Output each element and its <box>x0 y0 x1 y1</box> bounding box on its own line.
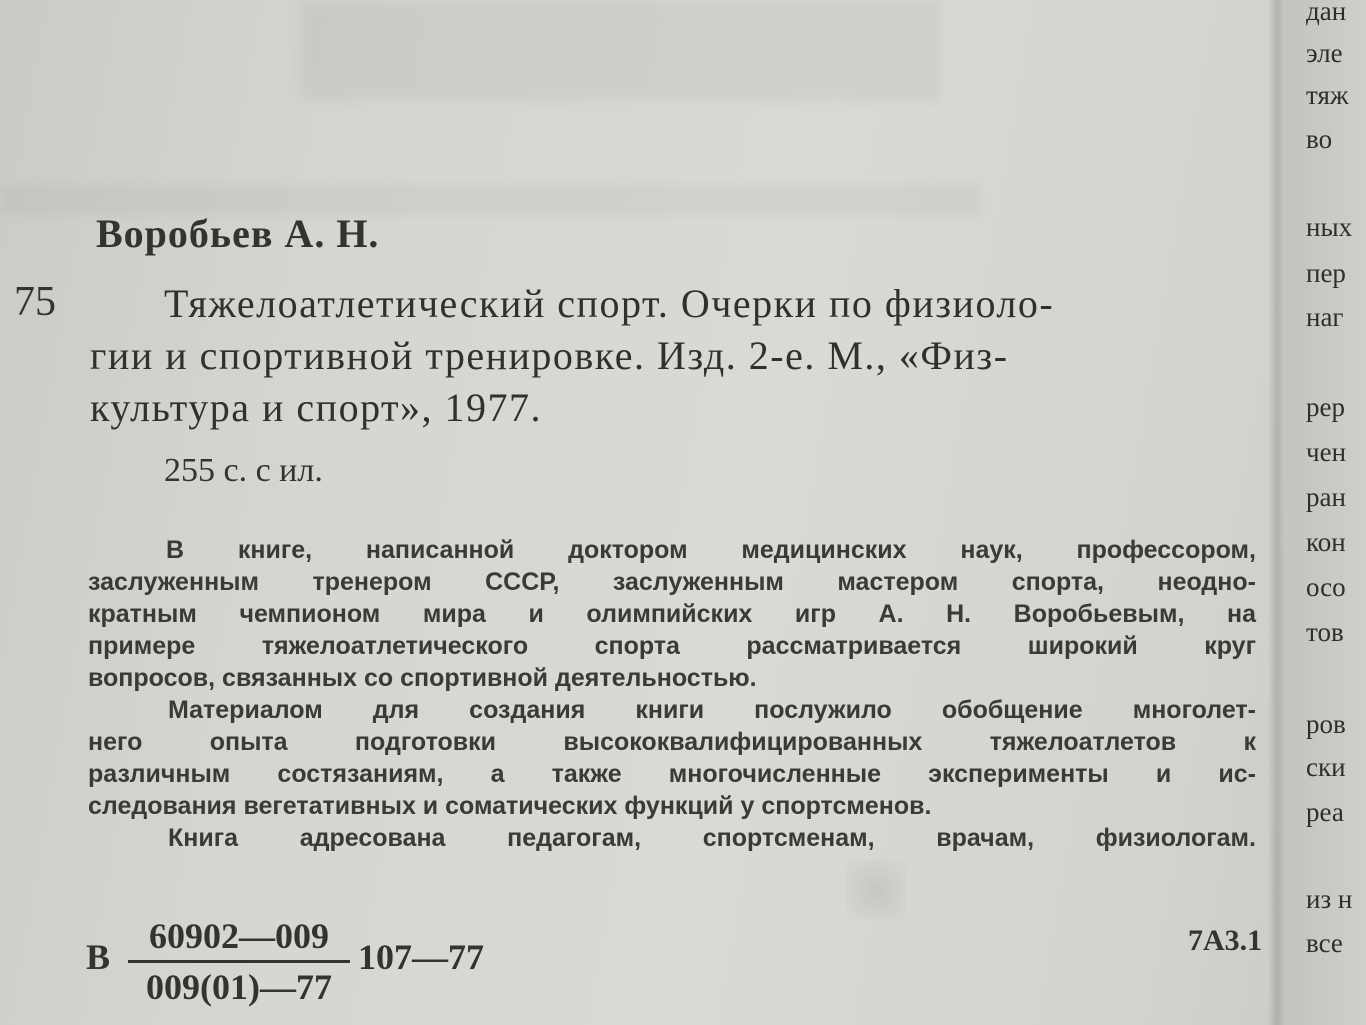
annotation-line: кратным чемпионом мира и олимпийских игр А. Н. Воробьевым, на <box>88 600 1256 628</box>
catalog-suffix: 107—77 <box>358 937 484 977</box>
fraction-bar <box>128 960 350 963</box>
title-line: Тяжелоатлетический спорт. Очерки по физиоло- <box>164 281 1055 326</box>
title-line: культура и спорт», 1977. <box>90 385 543 430</box>
right-page-fragment: кон <box>1306 527 1346 557</box>
page-count: 255 с. с ил. <box>164 452 323 489</box>
right-page-fragment: осо <box>1306 572 1346 602</box>
right-page-fragment: ных <box>1306 212 1353 242</box>
right-page-fragment: пер <box>1306 258 1346 288</box>
right-page-fragment: чен <box>1306 437 1347 467</box>
classification-code: 75 <box>14 279 56 325</box>
bbk-index: 7А3.1 <box>1188 924 1263 957</box>
annotation-line: различным состязаниям, а также многочисленные эксперименты и ис- <box>88 760 1256 788</box>
bleed-through-heading <box>300 0 940 100</box>
catalog-denominator: 009(01)—77 <box>146 967 332 1007</box>
right-page-fragment: дан <box>1306 0 1347 26</box>
right-page-fragment: ски <box>1306 752 1346 782</box>
right-page-fragment: ран <box>1306 482 1346 512</box>
right-page-fragment: во <box>1306 124 1333 154</box>
right-page-fragment: рер <box>1306 392 1345 422</box>
annotation-line: Материалом для создания книги послужило обобщение многолет- <box>168 696 1256 724</box>
book-spine <box>1268 0 1286 1025</box>
right-page-fragment: реа <box>1306 797 1344 827</box>
catalog-fraction <box>128 914 350 1009</box>
annotation-line: следования вегетативных и соматических функций у спортсменов. <box>88 792 932 820</box>
annotation-line: В книге, написанной доктором медицинских наук, профессором, <box>166 536 1256 564</box>
catalog-numerator: 60902—009 <box>149 916 329 956</box>
right-page-fragment: тяж <box>1306 80 1349 110</box>
author-heading: Воробьев А. Н. <box>96 211 380 256</box>
right-page-fragment: эле <box>1306 38 1343 68</box>
right-page-fragment: наг <box>1306 302 1344 332</box>
right-page-fragment: все <box>1306 928 1343 958</box>
annotation-line: вопросов, связанных со спортивной деятельностью. <box>88 664 757 692</box>
catalog-letter: В <box>86 937 111 977</box>
right-page-fragment: из н <box>1306 884 1353 914</box>
annotation-line: заслуженным тренером СССР, заслуженным мастером спорта, неодно- <box>88 568 1256 596</box>
right-page-fragment: тов <box>1306 617 1344 647</box>
title-line: гии и спортивной тренировке. Изд. 2-е. М., «Физ- <box>90 333 1009 378</box>
annotation-line: примере тяжелоатлетического спорта рассматривается широкий круг <box>88 632 1256 660</box>
right-page-fragment: ров <box>1306 709 1346 739</box>
annotation-line: него опыта подготовки высококвалифицированных тяжелоатлетов к <box>88 728 1256 756</box>
paper-stain <box>846 860 906 920</box>
annotation-line: Книга адресована педагогам, спортсменам, врачам, физиологам. <box>168 824 1256 852</box>
